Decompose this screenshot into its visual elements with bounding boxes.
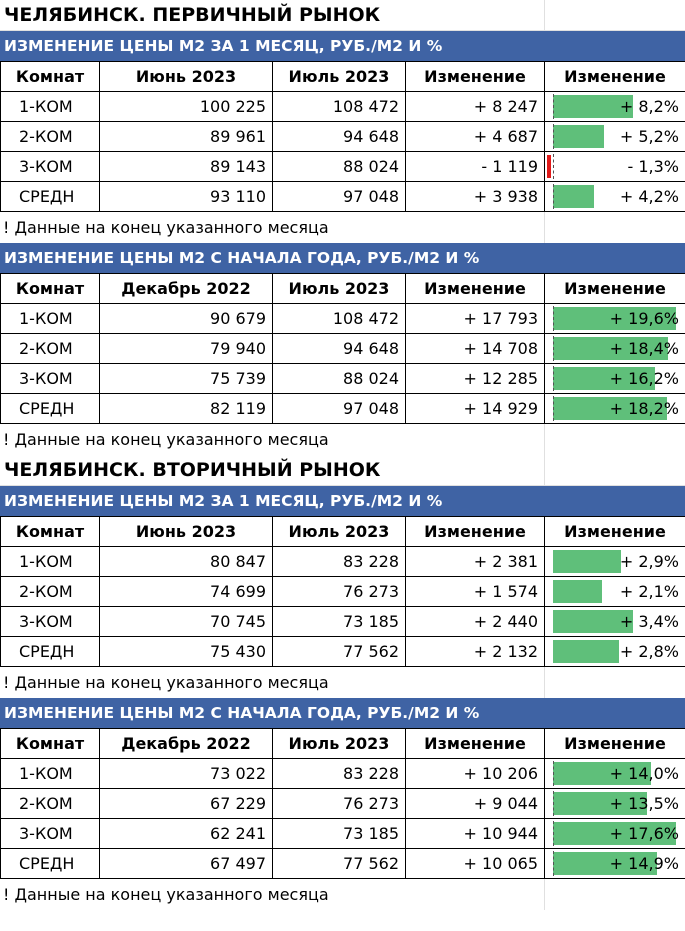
table-row xyxy=(1,759,685,789)
delta-cell: + 9 044 xyxy=(406,789,545,819)
header-row xyxy=(1,729,685,759)
column-header: Декабрь 2022 xyxy=(100,729,273,759)
column-header: Комнат xyxy=(1,517,100,547)
column-header: Июнь 2023 xyxy=(100,62,273,92)
start-price-cell: 93 110 xyxy=(100,182,273,212)
delta-cell: + 2 132 xyxy=(406,637,545,667)
percent-bar-cell xyxy=(545,789,685,819)
percent-label: + 3,4% xyxy=(619,612,679,631)
percent-bar-cell xyxy=(545,122,685,152)
percent-bar-cell xyxy=(545,577,685,607)
positive-data-bar xyxy=(553,580,602,603)
room-type-cell: 2-КОМ xyxy=(1,789,100,819)
positive-data-bar xyxy=(553,640,619,663)
table-row xyxy=(1,577,685,607)
delta-cell: + 8 247 xyxy=(406,92,545,122)
column-header: Комнат xyxy=(1,62,100,92)
price-change-table xyxy=(0,61,685,212)
percent-label: + 2,9% xyxy=(619,552,679,571)
table-row xyxy=(1,819,685,849)
column-header: Июль 2023 xyxy=(273,517,406,547)
percent-bar-cell xyxy=(545,394,685,424)
percent-bar-cell xyxy=(545,849,685,879)
start-price-cell: 70 745 xyxy=(100,607,273,637)
footnote: ! Данные на конец указанного месяца xyxy=(0,212,685,243)
percent-label: + 5,2% xyxy=(619,127,679,146)
column-header: Изменение xyxy=(406,729,545,759)
percent-label: + 19,6% xyxy=(609,309,679,328)
percent-bar-cell xyxy=(545,304,685,334)
column-header: Изменение xyxy=(406,517,545,547)
delta-cell: + 4 687 xyxy=(406,122,545,152)
room-type-cell: 1-КОМ xyxy=(1,547,100,577)
start-price-cell: 75 739 xyxy=(100,364,273,394)
percent-label: + 17,6% xyxy=(609,824,679,843)
bar-axis xyxy=(553,851,554,876)
percent-bar-cell xyxy=(545,637,685,667)
end-price-cell: 83 228 xyxy=(273,759,406,789)
column-header: Июль 2023 xyxy=(273,729,406,759)
bar-axis xyxy=(553,306,554,331)
delta-cell: + 2 440 xyxy=(406,607,545,637)
column-header: Комнат xyxy=(1,729,100,759)
start-price-cell: 75 430 xyxy=(100,637,273,667)
table-band-title: ИЗМЕНЕНИЕ ЦЕНЫ М2 С НАЧАЛА ГОДА, РУБ./М2 И % xyxy=(0,698,685,728)
price-change-table xyxy=(0,273,685,424)
percent-label: + 8,2% xyxy=(619,97,679,116)
column-header: Комнат xyxy=(1,274,100,304)
end-price-cell: 88 024 xyxy=(273,364,406,394)
end-price-cell: 73 185 xyxy=(273,607,406,637)
room-type-cell: 3-КОМ xyxy=(1,607,100,637)
percent-label: - 1,3% xyxy=(627,157,679,176)
percent-bar-cell xyxy=(545,152,685,182)
start-price-cell: 67 229 xyxy=(100,789,273,819)
table-row xyxy=(1,607,685,637)
start-price-cell: 82 119 xyxy=(100,394,273,424)
table-band-title: ИЗМЕНЕНИЕ ЦЕНЫ М2 С НАЧАЛА ГОДА, РУБ./М2 И % xyxy=(0,243,685,273)
percent-bar-cell xyxy=(545,92,685,122)
start-price-cell: 89 143 xyxy=(100,152,273,182)
table-row xyxy=(1,152,685,182)
delta-cell: + 10 065 xyxy=(406,849,545,879)
room-type-cell: 1-КОМ xyxy=(1,92,100,122)
footnote: ! Данные на конец указанного месяца xyxy=(0,667,685,698)
delta-cell: + 2 381 xyxy=(406,547,545,577)
start-price-cell: 100 225 xyxy=(100,92,273,122)
bar-axis xyxy=(553,366,554,391)
table-row xyxy=(1,637,685,667)
negative-data-bar xyxy=(547,155,551,178)
header-row xyxy=(1,274,685,304)
end-price-cell: 83 228 xyxy=(273,547,406,577)
positive-data-bar xyxy=(553,185,594,208)
section-heading: ЧЕЛЯБИНСК. ПЕРВИЧНЫЙ РЫНОК xyxy=(0,0,685,31)
end-price-cell: 77 562 xyxy=(273,637,406,667)
column-header: Изменение xyxy=(545,729,685,759)
footnote: ! Данные на конец указанного месяца xyxy=(0,879,685,910)
end-price-cell: 108 472 xyxy=(273,304,406,334)
bar-axis xyxy=(553,124,554,149)
room-type-cell: 1-КОМ xyxy=(1,759,100,789)
room-type-cell: 3-КОМ xyxy=(1,364,100,394)
end-price-cell: 108 472 xyxy=(273,92,406,122)
percent-bar-cell xyxy=(545,364,685,394)
column-header: Изменение xyxy=(406,62,545,92)
table-row xyxy=(1,92,685,122)
section-heading: ЧЕЛЯБИНСК. ВТОРИЧНЫЙ РЫНОК xyxy=(0,455,685,486)
room-type-cell: 2-КОМ xyxy=(1,122,100,152)
end-price-cell: 88 024 xyxy=(273,152,406,182)
column-header: Изменение xyxy=(406,274,545,304)
price-change-table xyxy=(0,728,685,879)
delta-cell: - 1 119 xyxy=(406,152,545,182)
column-header: Июль 2023 xyxy=(273,274,406,304)
end-price-cell: 76 273 xyxy=(273,577,406,607)
percent-bar-cell xyxy=(545,607,685,637)
column-header: Изменение xyxy=(545,274,685,304)
delta-cell: + 17 793 xyxy=(406,304,545,334)
table-band-title: ИЗМЕНЕНИЕ ЦЕНЫ М2 ЗА 1 МЕСЯЦ, РУБ./М2 И % xyxy=(0,486,685,516)
column-header: Июнь 2023 xyxy=(100,517,273,547)
start-price-cell: 90 679 xyxy=(100,304,273,334)
table-row xyxy=(1,364,685,394)
table-row xyxy=(1,849,685,879)
start-price-cell: 73 022 xyxy=(100,759,273,789)
start-price-cell: 62 241 xyxy=(100,819,273,849)
start-price-cell: 80 847 xyxy=(100,547,273,577)
column-header: Изменение xyxy=(545,517,685,547)
percent-label: + 4,2% xyxy=(619,187,679,206)
bar-axis xyxy=(553,761,554,786)
end-price-cell: 94 648 xyxy=(273,334,406,364)
table-row xyxy=(1,122,685,152)
delta-cell: + 14 708 xyxy=(406,334,545,364)
room-type-cell: 2-КОМ xyxy=(1,577,100,607)
table-row xyxy=(1,182,685,212)
bar-axis xyxy=(553,154,554,179)
room-type-cell: СРЕДН xyxy=(1,637,100,667)
end-price-cell: 76 273 xyxy=(273,789,406,819)
room-type-cell: 3-КОМ xyxy=(1,819,100,849)
bar-axis xyxy=(553,396,554,421)
positive-data-bar xyxy=(553,125,604,148)
start-price-cell: 67 497 xyxy=(100,849,273,879)
delta-cell: + 14 929 xyxy=(406,394,545,424)
table-row xyxy=(1,334,685,364)
bar-axis xyxy=(553,184,554,209)
percent-label: + 2,8% xyxy=(619,642,679,661)
end-price-cell: 97 048 xyxy=(273,394,406,424)
delta-cell: + 10 944 xyxy=(406,819,545,849)
percent-label: + 16,2% xyxy=(609,369,679,388)
percent-label: + 14,9% xyxy=(609,854,679,873)
table-row xyxy=(1,304,685,334)
column-header: Изменение xyxy=(545,62,685,92)
percent-bar-cell xyxy=(545,182,685,212)
room-type-cell: СРЕДН xyxy=(1,849,100,879)
start-price-cell: 89 961 xyxy=(100,122,273,152)
header-row xyxy=(1,62,685,92)
start-price-cell: 79 940 xyxy=(100,334,273,364)
percent-label: + 18,4% xyxy=(609,339,679,358)
delta-cell: + 1 574 xyxy=(406,577,545,607)
delta-cell: + 12 285 xyxy=(406,364,545,394)
room-type-cell: 1-КОМ xyxy=(1,304,100,334)
header-row xyxy=(1,517,685,547)
end-price-cell: 97 048 xyxy=(273,182,406,212)
percent-label: + 2,1% xyxy=(619,582,679,601)
end-price-cell: 77 562 xyxy=(273,849,406,879)
footnote: ! Данные на конец указанного месяца xyxy=(0,424,685,455)
room-type-cell: СРЕДН xyxy=(1,394,100,424)
percent-bar-cell xyxy=(545,334,685,364)
end-price-cell: 73 185 xyxy=(273,819,406,849)
end-price-cell: 94 648 xyxy=(273,122,406,152)
percent-bar-cell xyxy=(545,759,685,789)
percent-label: + 14,0% xyxy=(609,764,679,783)
table-row xyxy=(1,547,685,577)
percent-bar-cell xyxy=(545,819,685,849)
room-type-cell: СРЕДН xyxy=(1,182,100,212)
percent-label: + 13,5% xyxy=(609,794,679,813)
table-row xyxy=(1,789,685,819)
column-header: Июль 2023 xyxy=(273,62,406,92)
bar-axis xyxy=(553,94,554,119)
percent-label: + 18,2% xyxy=(609,399,679,418)
column-header: Декабрь 2022 xyxy=(100,274,273,304)
price-change-table xyxy=(0,516,685,667)
bar-axis xyxy=(553,821,554,846)
room-type-cell: 3-КОМ xyxy=(1,152,100,182)
start-price-cell: 74 699 xyxy=(100,577,273,607)
table-band-title: ИЗМЕНЕНИЕ ЦЕНЫ М2 ЗА 1 МЕСЯЦ, РУБ./М2 И % xyxy=(0,31,685,61)
bar-axis xyxy=(553,336,554,361)
bar-axis xyxy=(553,791,554,816)
table-row xyxy=(1,394,685,424)
positive-data-bar xyxy=(553,550,621,573)
delta-cell: + 3 938 xyxy=(406,182,545,212)
percent-bar-cell xyxy=(545,547,685,577)
delta-cell: + 10 206 xyxy=(406,759,545,789)
room-type-cell: 2-КОМ xyxy=(1,334,100,364)
